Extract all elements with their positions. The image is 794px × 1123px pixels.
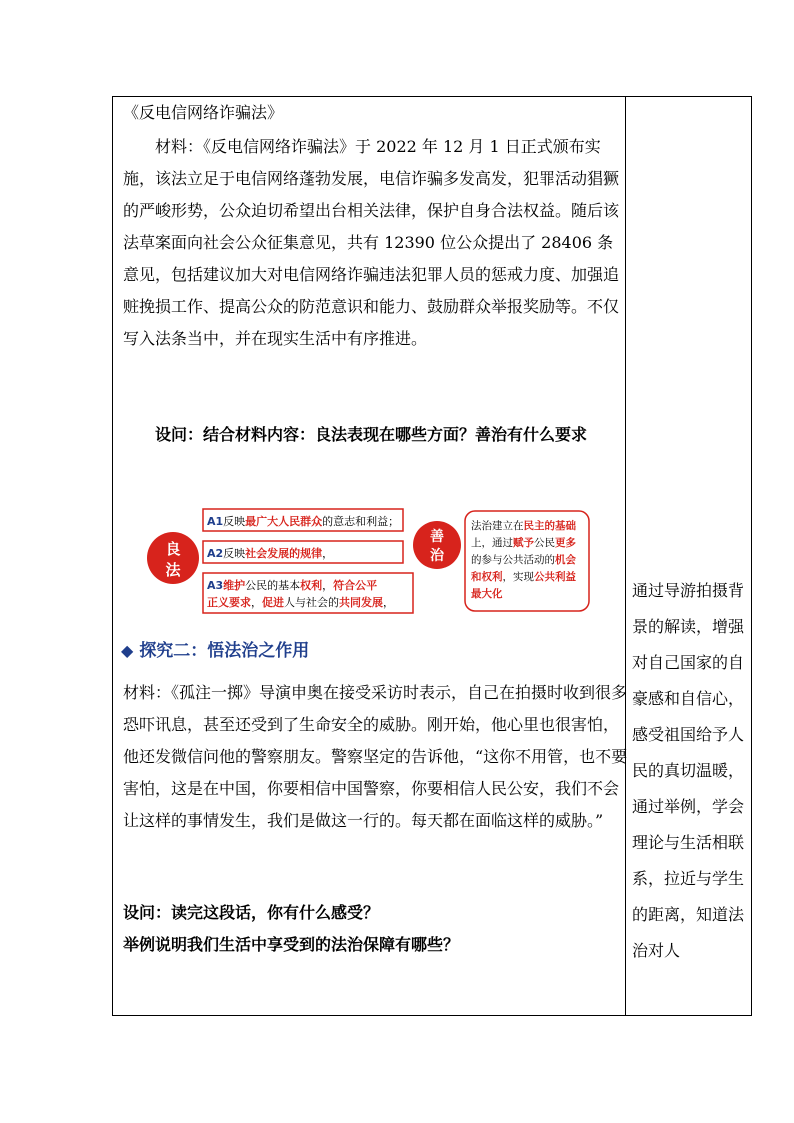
item-a2: A2反映社会发展的规律， [207, 547, 334, 560]
good-governance-char-1: 善 [430, 529, 444, 545]
question-1: 设问：结合材料内容：良法表现在哪些方面？善治有什么要求 [155, 425, 588, 444]
governance-line: 和权利，实现公共利益 [471, 571, 576, 583]
material-1: 材料：《反电信网络诈骗法》于 2022 年 12 月 1 日正式颁布实施，该法立足于电信网络蓬勃发展，电信诈骗多发高发，犯罪活动猖獗的严峻形势，公众迫切希望出台相关法律，保护自身合法权益。随后该法草案面向社会公众征集意见，共有 12390 位公众提出了 28406 条意见，包括建议加大对电信网络诈骗违法犯罪人员的惩戒力度、加强追赃挽损工作、提高公众的防范意识和能力、鼓励群众举报奖励等。不仅写入法条当中，并在现实生活中有序推进。 [123, 137, 620, 348]
item-a3-line1: A3维护公民的基本权利，符合公平 [207, 579, 378, 592]
governance-line: 最大化 [471, 588, 503, 600]
governance-line: 上，通过赋予公民更多 [471, 537, 576, 549]
content-column [113, 97, 628, 1015]
law-title: 《反电信网络诈骗法》 [123, 103, 284, 122]
item-a3-line2: 正义要求，促进人与社会的共同发展， [207, 596, 394, 609]
lesson-table [112, 96, 752, 1016]
section-heading [121, 637, 309, 665]
good-law-char-1: 良 [165, 540, 181, 558]
good-law-char-2: 法 [165, 561, 181, 579]
good-law-good-governance-diagram [143, 499, 593, 617]
design-note: 通过导游拍摄背景的解读，增强对自己国家的自豪感和自信心，感受祖国给予人民的真切温暖，通过举例，学会理论与生活相联系，拉近与学生的距离，知道法治对人 [632, 581, 745, 960]
design-intent-column [626, 97, 752, 1015]
question-3: 举例说明我们生活中享受到的法治保障有哪些？ [123, 935, 460, 954]
question-2: 设问：读完这段话，你有什么感受？ [123, 903, 380, 922]
governance-line: 法治建立在民主的基础 [471, 520, 576, 532]
section-title: 探究二：悟法治之作用 [139, 641, 310, 661]
material-2: 材料：《孤注一掷》导演申奥在接受采访时表示，自己在拍摄时收到很多恐吓讯息，甚至还受到了生命安全的威胁。刚开始，他心里也很害怕，他还发微信问他的警察朋友。警察坚定的告诉他，“这你不用管，也不要害怕，这是在中国，你要相信中国警察，你要相信人民公安，我们不会让这样的事情发生，我们是做这一行的。每天都在面临这样的威胁。” [123, 683, 628, 830]
item-a1: A1反映最广大人民群众的意志和利益； [207, 515, 400, 528]
good-governance-char-2: 治 [430, 548, 444, 564]
governance-line: 的参与公共活动的机会 [471, 554, 576, 566]
diamond-icon: ◆ [121, 641, 134, 660]
